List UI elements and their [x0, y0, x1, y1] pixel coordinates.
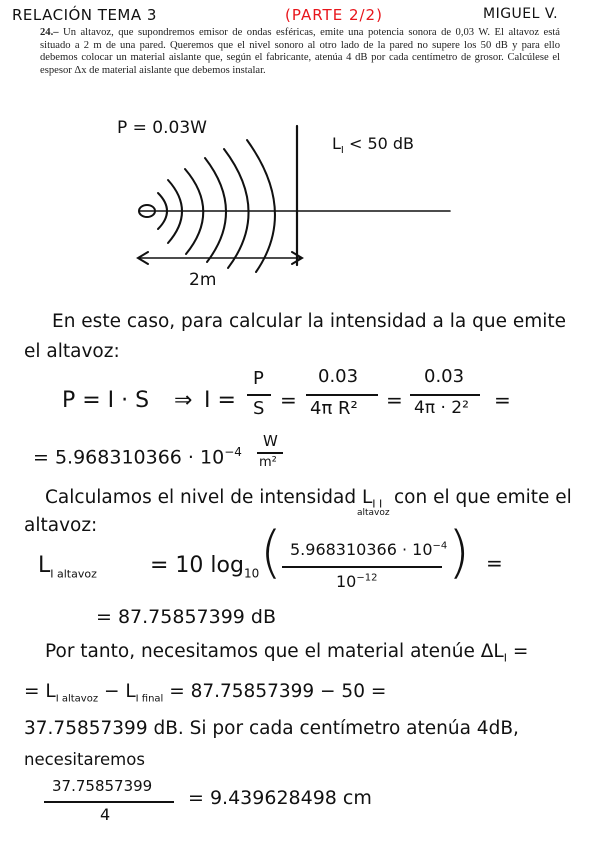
- eq3-paren-left: (: [260, 520, 282, 585]
- eq2-unit-bar: [257, 452, 283, 454]
- eq3-frac-den: [336, 572, 377, 591]
- line3-subscript-2: altavoz: [357, 508, 390, 518]
- eq1-frac1-num: P: [253, 368, 264, 389]
- eq3-lhs-subscript: I altavoz: [50, 567, 97, 581]
- wavefront-4: [205, 158, 226, 262]
- eq2-intensity-value: [33, 445, 242, 468]
- eq3-frac-num: [290, 540, 447, 559]
- eq3-equals: =: [486, 551, 503, 575]
- eq3-num-exponent: −4: [432, 540, 448, 552]
- eq6-den: 4: [100, 805, 111, 824]
- diagram-distance-label: 2m: [189, 270, 217, 290]
- eq6-bar: [44, 801, 174, 803]
- solution-line-4: altavoz:: [24, 515, 98, 536]
- eq5-difference: [24, 681, 386, 705]
- eq5-sub-final: I final: [135, 693, 164, 705]
- wavefront-3: [185, 169, 203, 254]
- eq1-frac2-num: 0.03: [318, 366, 359, 387]
- eq2-exponent: −4: [224, 445, 242, 459]
- eq1-equals-2: =: [280, 388, 297, 412]
- eq1-frac3-bar: [410, 394, 480, 396]
- eq5-minus: − L: [98, 681, 136, 702]
- eq1-frac2-den: 4π R²: [310, 398, 358, 419]
- eq1-frac3-num: 0.03: [424, 366, 465, 387]
- eq3-paren-right: ): [448, 520, 470, 585]
- eq2-unit-den: m²: [259, 455, 277, 470]
- eq3-log: [150, 553, 259, 580]
- level-value: < 50 dB: [343, 134, 415, 153]
- eq2-unit-num: W: [263, 432, 278, 450]
- solution-line-3-end: con el que emite el: [394, 487, 572, 508]
- eq5-sub-altavoz: I altavoz: [55, 693, 99, 705]
- eq1-equals-3: =: [386, 388, 403, 412]
- eq3-frac-bar: [282, 566, 442, 568]
- problem-number: 24.–: [40, 27, 59, 38]
- eq1-frac2-bar: [306, 394, 378, 396]
- line3-subscript: I I: [372, 497, 383, 511]
- eq6-num: 37.75857399: [52, 777, 153, 795]
- line5-equals: =: [506, 641, 529, 662]
- line3-text: Calculamos el nivel de intensidad L: [45, 487, 373, 508]
- solution-line-6: 37.75857399 dB. Si por cada centímetro atenúa 4dB,: [24, 718, 519, 739]
- wavefront-5: [224, 149, 249, 268]
- header-title: RELACIÓN TEMA 3: [12, 6, 157, 24]
- eq3-num-mantissa: 5.968310366 · 10: [290, 540, 433, 559]
- problem-text: Un altavoz, que supondremos emisor de ondas esféricas, emite una potencia sonora de 0,03 W. El altavoz está situado a 2 m de una pared. Queremos que el nivel sonoro al otro lado de la pared no supere los 50 dB y para ello debemos colocar un material aislante que, según el fabricante, atenúa 4 dB por cada centímetro de grosor. Calcúlese el espesor Δx de material aislante que debemos instalar.: [40, 27, 560, 76]
- eq1-intensity: I =: [204, 388, 236, 413]
- wavefront-1: [158, 193, 167, 229]
- eq4-level-result: = 87.75857399 dB: [96, 606, 277, 628]
- eq3-log-base: 10: [243, 566, 260, 581]
- eq6-result: = 9.439628498 cm: [188, 787, 372, 809]
- solution-line-2: el altavoz:: [24, 341, 120, 362]
- wavefront-2: [168, 180, 182, 243]
- eq1-arrow: ⇒: [174, 388, 193, 413]
- level-subscript: I: [340, 145, 344, 157]
- header-author: MIGUEL V.: [483, 6, 559, 22]
- distance-arrow-left-head: [138, 252, 148, 264]
- eq5-rest: = 87.75857399 − 50 =: [163, 681, 387, 702]
- eq1-frac3-den: 4π · 2²: [414, 398, 469, 418]
- solution-line-1: En este caso, para calcular la intensidad a la que emite: [52, 311, 567, 332]
- distance-arrow-right-head: [292, 252, 302, 264]
- eq2-mantissa: = 5.968310366 · 10: [33, 446, 225, 469]
- eq3-log-text: = 10 log: [150, 553, 244, 578]
- eq3-den-exponent: −12: [356, 572, 378, 584]
- eq3-den-base: 10: [336, 572, 357, 591]
- problem-statement: [40, 27, 560, 77]
- solution-line-5: [45, 641, 528, 665]
- eq1-equals-4: =: [494, 388, 511, 412]
- level-symbol: L: [332, 134, 341, 153]
- solution-line-3: [45, 487, 382, 511]
- line5-subscript: I: [503, 651, 507, 665]
- header-part: (PARTE 2/2): [285, 6, 383, 24]
- wavefront-6: [247, 140, 275, 272]
- eq1-power: P = I · S: [62, 388, 150, 413]
- eq3-lhs: [38, 553, 97, 580]
- eq3-lhs-symbol: L: [38, 553, 51, 578]
- diagram-power-label: P = 0.03W: [117, 118, 207, 138]
- line5-text: Por tanto, necesitamos que el material atenúe ΔL: [45, 641, 504, 662]
- eq1-frac1-den: S: [253, 398, 265, 419]
- diagram-level-label: [332, 134, 414, 156]
- solution-line-7: necesitaremos: [24, 750, 145, 769]
- speaker-source: [139, 205, 155, 217]
- eq1-frac1-bar: [247, 394, 271, 396]
- eq5-start: = L: [24, 681, 56, 702]
